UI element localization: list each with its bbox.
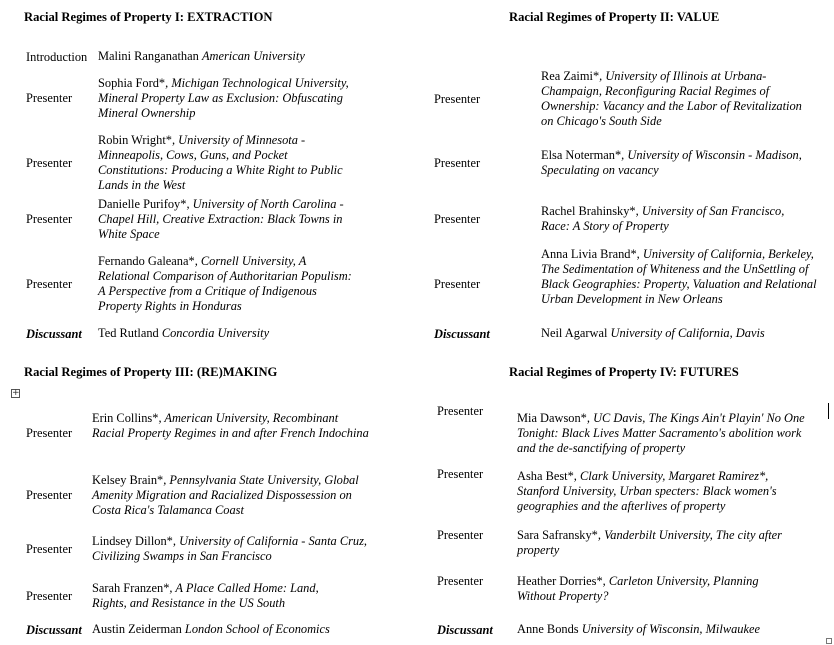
role-label: Discussant: [26, 622, 82, 637]
program-row: [432, 69, 832, 129]
role-label: Presenter: [437, 574, 484, 588]
role-label: Presenter: [26, 488, 73, 502]
entry-text: Danielle Purifoy*, University of North Carolina - Chapel Hill, Creative Extraction: Black Towns in White Space: [98, 197, 344, 241]
entry-text: Fernando Galeana*, Cornell University, A Relational Comparison of Authoritarian Populism: A Perspective from a Critique of Indigenous Property Rights in Honduras: [98, 254, 352, 313]
entry-text: Lindsey Dillon*, University of California - Santa Cruz, Civilizing Swamps in San Francisco: [92, 534, 368, 563]
role-label: Introduction: [26, 49, 88, 64]
program-row: [24, 326, 384, 342]
entry-text: Sophia Ford*, Michigan Technological University, Mineral Property Law as Exclusion: Obfuscating Mineral Ownership: [98, 76, 349, 120]
program-row: [432, 326, 832, 342]
entry-text: Anne Bonds University of Wisconsin, Milwaukee: [517, 622, 760, 636]
text-cursor: [828, 403, 829, 419]
role-label: Presenter: [26, 91, 73, 105]
section-title: Racial Regimes of Property IV: FUTURES: [509, 365, 739, 379]
entry-text: Heather Dorries*, Carleton University, Planning Without Property?: [517, 574, 759, 603]
role-label: Presenter: [26, 541, 73, 556]
program-row: [432, 204, 832, 234]
role-label: Presenter: [26, 588, 73, 603]
entry-text: Robin Wright*, University of Minnesota - Minneapolis, Cows, Guns, and Pocket Constitutions: Producing a White Right to Public Lands in the West: [98, 133, 343, 192]
program-row: [432, 247, 832, 322]
program-row: [24, 133, 384, 193]
entry-text: Elsa Noterman*, University of Wisconsin - Madison, Speculating on vacancy: [541, 148, 802, 177]
role-label: Presenter: [437, 404, 484, 418]
role-label: Discussant: [26, 326, 82, 341]
entry-text: Malini Ranganathan American University: [98, 49, 305, 63]
role-label: Presenter: [434, 211, 481, 226]
entry-text: Erin Collins*, American University, Recombinant Racial Property Regimes in and after French Indochina: [92, 411, 369, 440]
program-row: [24, 534, 384, 564]
entry-text: Rea Zaimi*, University of Illinois at Urbana-Champaign, Reconfiguring Racial Regimes of Ownership: Vacancy and the Labor of Revitalization on Chicago's South Side: [541, 69, 802, 128]
program-row: [24, 254, 384, 314]
entry-text: Kelsey Brain*, Pennsylvania State University, Global Amenity Migration and Racialized Dispossession on Costa Rica's Talamanca Coast: [92, 473, 359, 517]
program-row: [24, 622, 384, 638]
entry-text: Sara Safransky*, Vanderbilt University, The city after property: [517, 528, 782, 557]
table-move-handle-icon[interactable]: +: [12, 388, 20, 398]
section-title: Racial Regimes of Property I: EXTRACTION: [24, 10, 273, 24]
entry-text: Sarah Franzen*, A Place Called Home: Land, Rights, and Resistance in the US South: [92, 581, 319, 610]
role-label: Presenter: [26, 276, 73, 291]
section-title: Racial Regimes of Property II: VALUE: [509, 10, 720, 24]
program-row: [435, 404, 830, 454]
entry-text: Rachel Brahinsky*, University of San Francisco, Race: A Story of Property: [541, 204, 785, 233]
program-row: [24, 197, 384, 242]
entry-text: Anna Livia Brand*, University of California, Berkeley, The Sedimentation of Whiteness and the UnSettling of Black Geographies: Property, Valuation and Relational Urban Development in New Orleans: [541, 247, 817, 306]
entry-text: Ted Rutland Concordia University: [98, 326, 270, 340]
section-title: Racial Regimes of Property III: (RE)MAKING: [24, 365, 278, 379]
role-label: Presenter: [437, 467, 484, 481]
entry-text: Neil Agarwal University of California, Davis: [541, 326, 765, 340]
role-label: Presenter: [434, 277, 481, 291]
role-label: Presenter: [434, 91, 481, 106]
entry-text: Mia Dawson*, UC Davis, The Kings Ain't Playin' No One Tonight: Black Lives Matter Sacramento's abolition work and the de-sanctifying of property: [517, 411, 805, 455]
role-label: Presenter: [26, 426, 73, 440]
program-row: [435, 622, 830, 638]
program-row: [435, 467, 830, 512]
role-label: Discussant: [437, 622, 493, 637]
role-label: Discussant: [434, 326, 490, 341]
program-row: [432, 148, 832, 178]
program-row: [24, 49, 384, 65]
entry-text: Austin Zeiderman London School of Economics: [92, 622, 330, 636]
program-row: [24, 411, 384, 456]
role-label: Presenter: [26, 155, 73, 170]
role-label: Presenter: [434, 155, 481, 170]
role-label: Presenter: [437, 528, 484, 542]
program-row: [435, 574, 830, 606]
table-resize-handle[interactable]: [826, 638, 832, 644]
program-row: [24, 473, 384, 518]
program-row: [435, 528, 830, 560]
role-label: Presenter: [26, 212, 73, 226]
program-row: [24, 76, 384, 121]
entry-text: Asha Best*, Clark University, Margaret Ramirez*, Stanford University, Urban specters: Black women's geographies and the afterlives of property: [517, 469, 777, 513]
program-row: [24, 581, 384, 611]
